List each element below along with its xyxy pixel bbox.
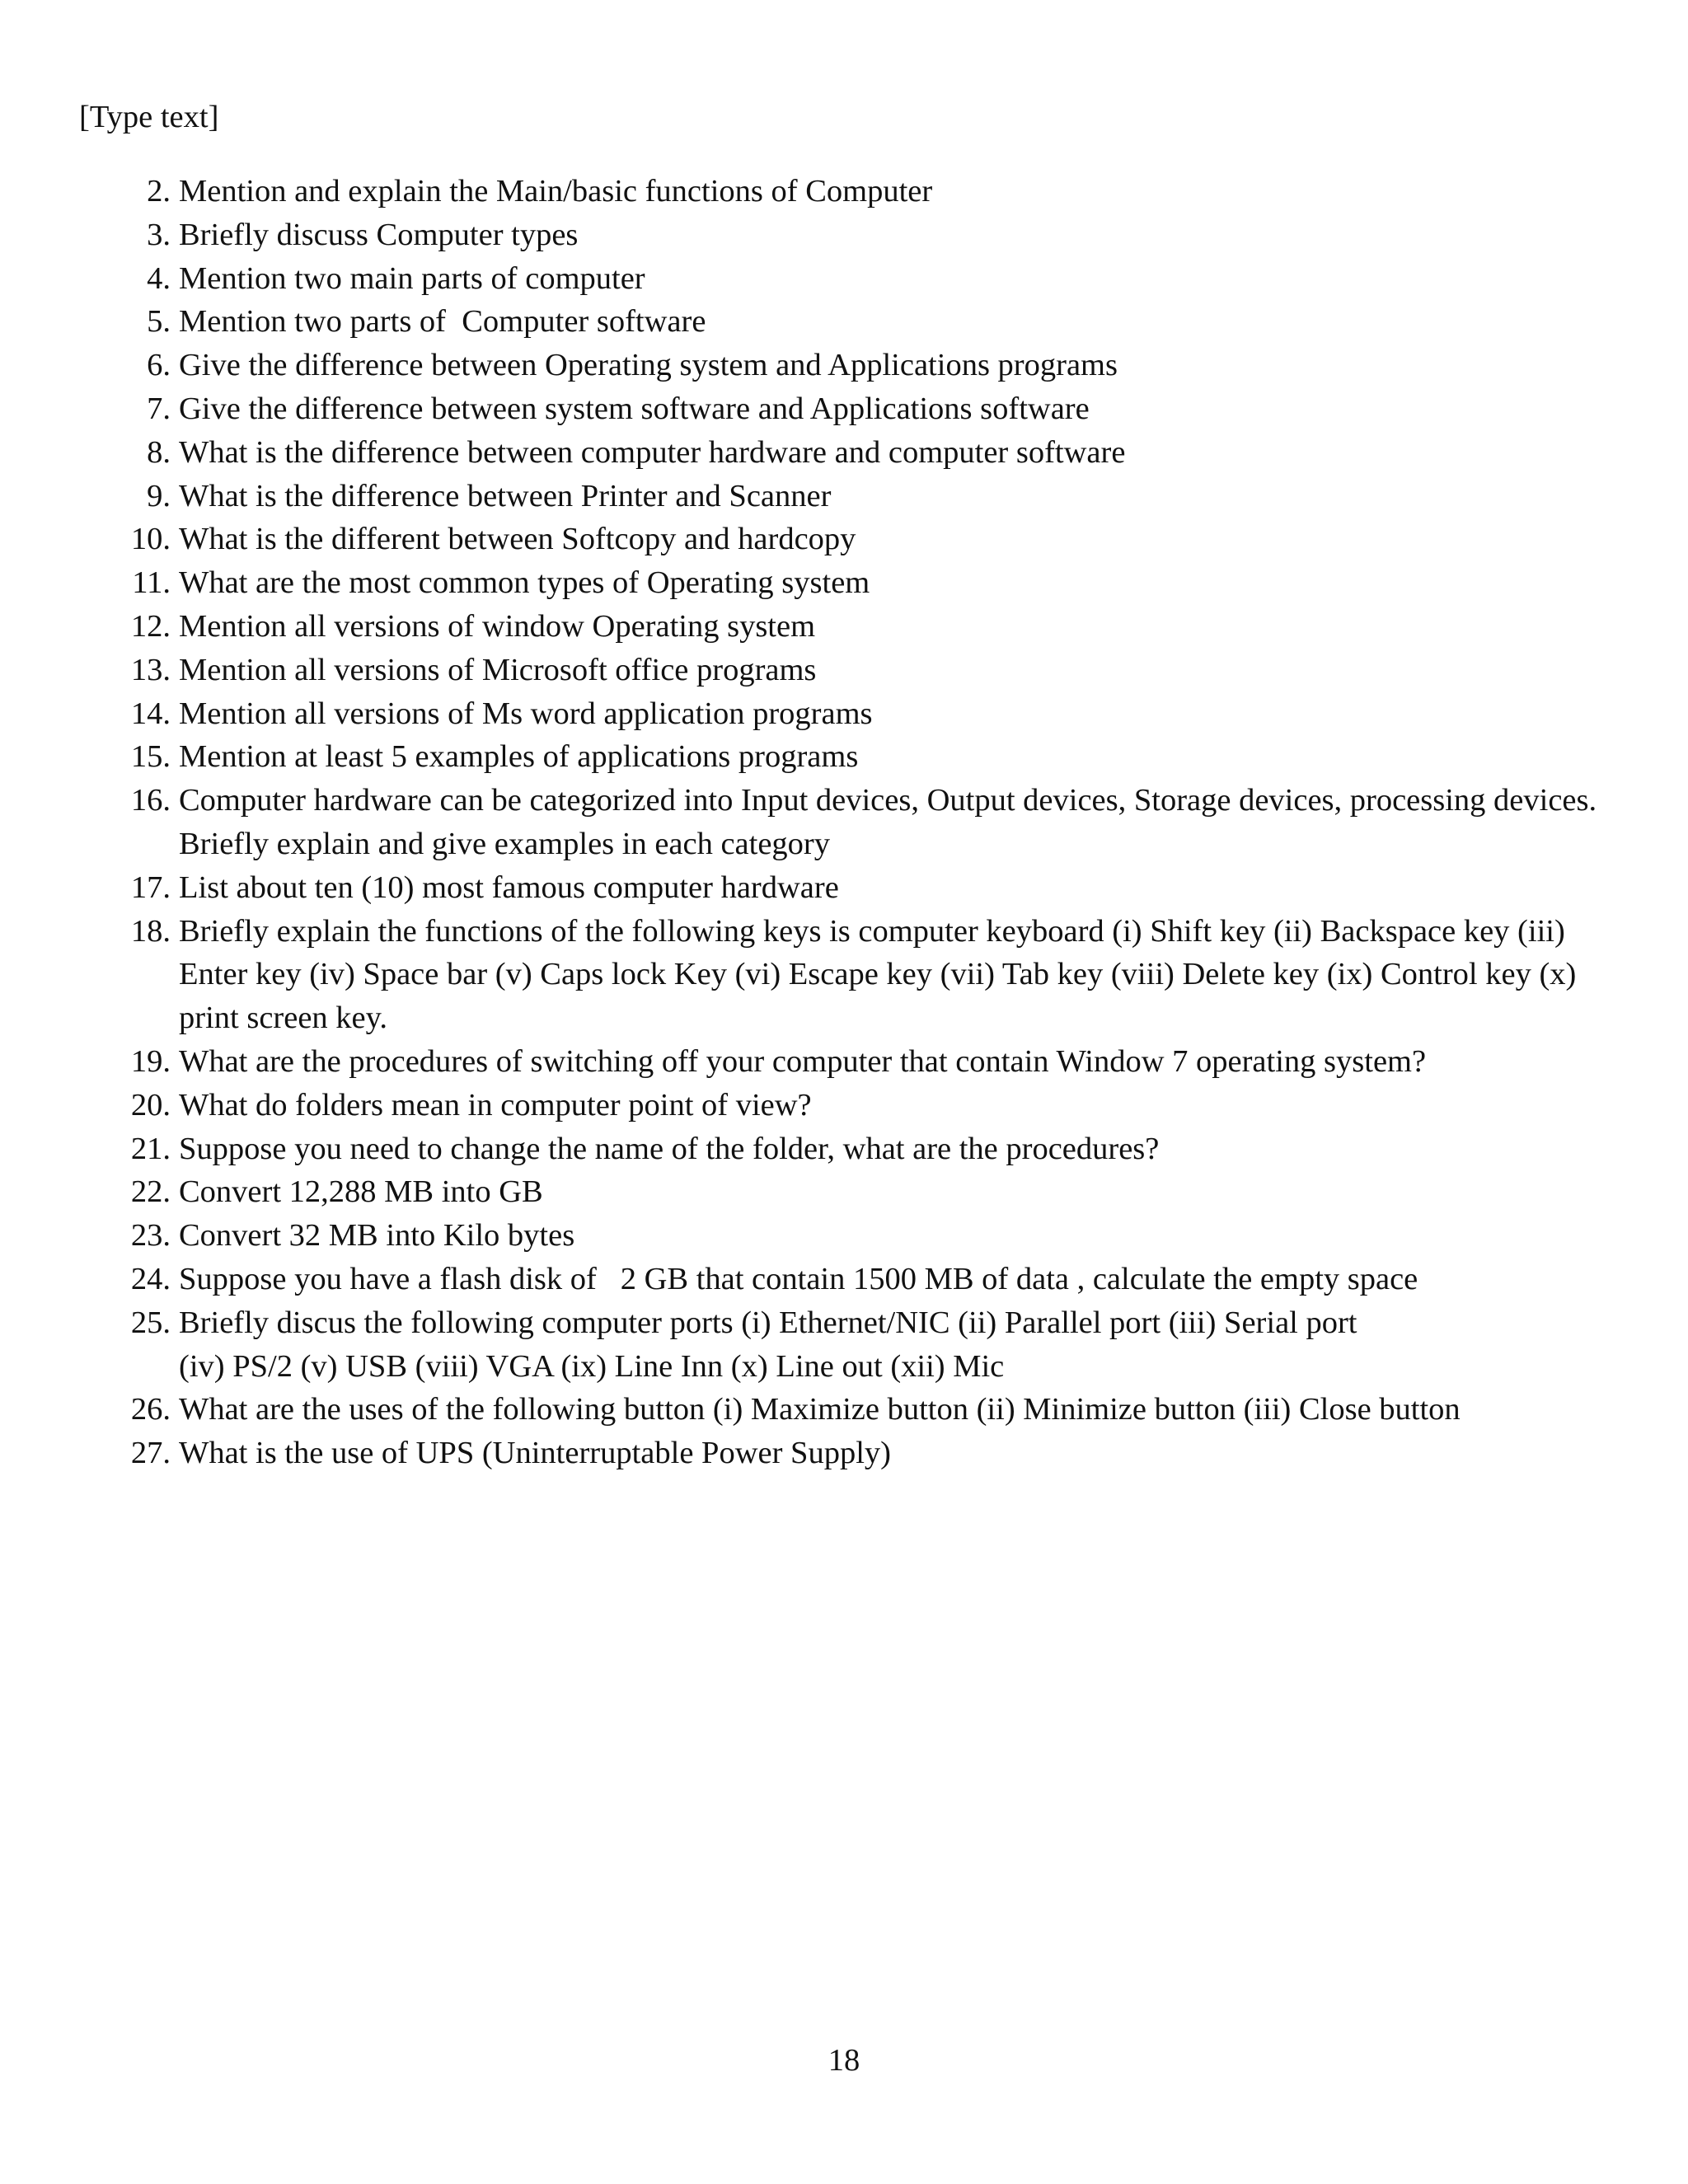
question-number: 7.	[147, 391, 171, 426]
question-number: 27.	[130, 1436, 171, 1471]
question-item	[115, 1301, 1632, 1389]
question-text: Mention all versions of Microsoft office programs	[179, 652, 817, 687]
question-number: 25.	[130, 1305, 171, 1340]
question-number: 24.	[130, 1261, 171, 1296]
question-number: 2.	[147, 174, 171, 209]
question-text: Mention and explain the Main/basic functions of Computer	[179, 174, 933, 209]
question-text: Give the difference between Operating system and Applications programs	[179, 348, 1118, 383]
question-item	[115, 692, 1632, 736]
question-item	[115, 431, 1632, 475]
question-item	[115, 735, 1632, 779]
question-number: 12.	[130, 608, 171, 644]
question-text: What do folders mean in computer point of view?	[179, 1087, 812, 1122]
question-number: 18.	[130, 913, 171, 949]
question-number: 19.	[130, 1043, 171, 1079]
question-number: 23.	[130, 1218, 171, 1254]
question-text: Briefly discuss Computer types	[179, 217, 579, 252]
question-item	[115, 344, 1632, 387]
question-number: 8.	[147, 434, 171, 470]
question-text: What are the uses of the following button (i) Maximize button (ii) Minimize button (iii) Close button	[179, 1392, 1461, 1427]
question-item	[115, 1432, 1632, 1475]
question-item	[115, 1388, 1632, 1432]
question-number: 17.	[130, 869, 171, 905]
question-text: Briefly discus the following computer ports (i) Ethernet/NIC (ii) Parallel port (iii) Serial port (iv) PS/2 (v) USB (viii) VGA (ix) Line Inn (x) Line out (xii) Mic	[179, 1305, 1357, 1384]
question-text: What is the different between Softcopy and hardcopy	[179, 522, 856, 557]
question-item	[115, 866, 1632, 910]
page-number: 18	[828, 2043, 860, 2078]
question-number: 5.	[147, 304, 171, 340]
question-number: 11.	[132, 565, 171, 601]
question-number: 26.	[130, 1392, 171, 1427]
question-item	[115, 257, 1632, 301]
question-text: Convert 32 MB into Kilo bytes	[179, 1218, 575, 1254]
header-placeholder: [Type text]	[79, 100, 219, 134]
question-text: Convert 12,288 MB into GB	[179, 1174, 543, 1210]
question-text: What is the difference between Printer and Scanner	[179, 478, 832, 513]
question-text: Mention at least 5 examples of applications programs	[179, 739, 859, 775]
question-item	[115, 1084, 1632, 1127]
question-text: What is the use of UPS (Uninterruptable Power Supply)	[179, 1436, 891, 1471]
question-item	[115, 213, 1632, 257]
question-item	[115, 300, 1632, 344]
question-item	[115, 1040, 1632, 1084]
question-number: 21.	[130, 1131, 171, 1166]
question-item	[115, 605, 1632, 649]
question-text: Mention two main parts of computer	[179, 260, 645, 296]
question-item	[115, 1214, 1632, 1258]
question-item	[115, 1127, 1632, 1171]
question-text: What is the difference between computer hardware and computer software	[179, 434, 1126, 470]
question-text: Briefly explain the functions of the following keys is computer keyboard (i) Shift key (ii) Backspace key (iii) Enter key (iv) Space bar (v) Caps lock Key (vi) Escape key (vii) Tab key (viii) Delete key (ix) Control key (x) print screen key.	[179, 913, 1584, 1036]
question-number: 16.	[130, 783, 171, 818]
question-number: 9.	[147, 478, 171, 513]
question-text: Mention all versions of Ms word application programs	[179, 696, 873, 731]
question-number: 6.	[147, 348, 171, 383]
question-item	[115, 170, 1632, 213]
question-text: What are the most common types of Operating system	[179, 565, 870, 601]
question-item	[115, 779, 1632, 866]
question-number: 13.	[130, 652, 171, 687]
question-list	[115, 170, 1632, 1475]
question-number: 10.	[130, 522, 171, 557]
question-item	[115, 518, 1632, 561]
question-number: 3.	[147, 217, 171, 252]
question-text: Suppose you need to change the name of the folder, what are the procedures?	[179, 1131, 1160, 1166]
question-text: Suppose you have a flash disk of 2 GB that contain 1500 MB of data , calculate the empty space	[179, 1261, 1418, 1296]
question-text: Mention two parts of Computer software	[179, 304, 706, 340]
question-number: 20.	[130, 1087, 171, 1122]
question-text: List about ten (10) most famous computer hardware	[179, 869, 839, 905]
question-item	[115, 475, 1632, 518]
question-text: Computer hardware can be categorized into Input devices, Output devices, Storage devices, processing devices. Briefly explain and give examples in each category	[179, 783, 1605, 861]
question-item	[115, 1170, 1632, 1214]
question-text: What are the procedures of switching off your computer that contain Window 7 operating system?	[179, 1043, 1427, 1079]
question-text: Give the difference between system software and Applications software	[179, 391, 1090, 426]
question-number: 4.	[147, 260, 171, 296]
question-item	[115, 387, 1632, 431]
question-number: 22.	[130, 1174, 171, 1210]
question-item	[115, 910, 1632, 1040]
question-number: 14.	[130, 696, 171, 731]
question-text: Mention all versions of window Operating system	[179, 608, 816, 644]
question-item	[115, 561, 1632, 605]
question-item	[115, 649, 1632, 692]
question-item	[115, 1258, 1632, 1301]
question-number: 15.	[130, 739, 171, 775]
